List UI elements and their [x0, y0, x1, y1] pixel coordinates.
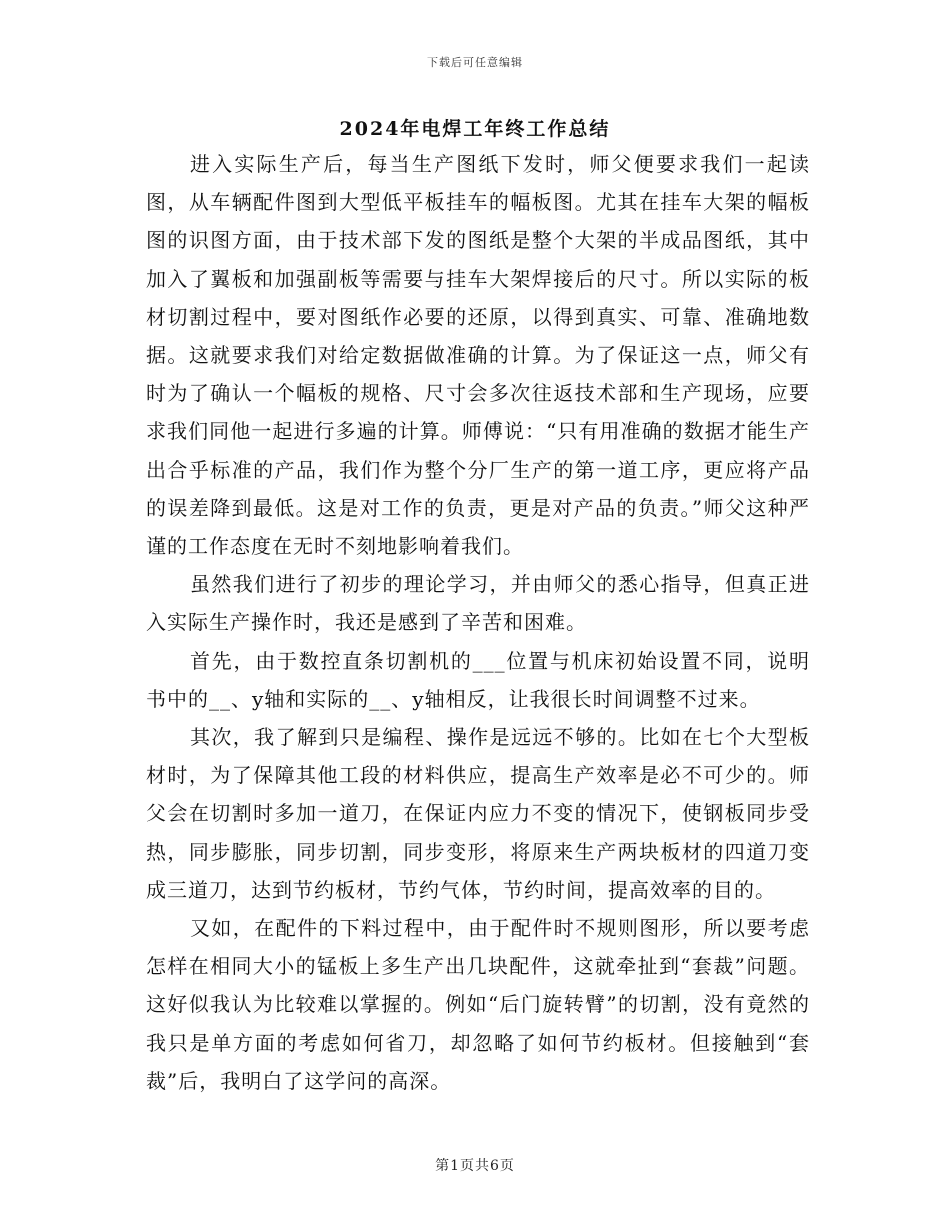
- paragraph: 又如，在配件的下料过程中，由于配件时不规则图形，所以要考虑怎样在相同大小的锰板上多生产出几块配件，这就牵扯到“套裁”问题。这好似我认为比较难以掌握的。例如“后门旋转臂”的切割，没有竟然的我只是单方面的考虑如何省刀，却忽略了如何节约板材。但接触到“套裁”后，我明白了这学问的高深。: [146, 916, 810, 1093]
- header-note: 下载后可任意编辑: [427, 56, 523, 69]
- paragraph: 虽然我们进行了初步的理论学习，并由师父的悉心指导，但真正进入实际生产操作时，我还是感到了辛苦和困难。: [146, 572, 810, 635]
- document-title: 2024年电焊工年终工作总结: [339, 118, 611, 140]
- paragraph: 其次，我了解到只是编程、操作是远远不够的。比如在七个大型板材时，为了保障其他工段的材料供应，提高生产效率是必不可少的。师父会在切割时多加一道刀，在保证内应力不变的情况下，使钢板同步受热，同步膨胀，同步切割，同步变形，将原来生产两块板材的四道刀变成三道刀，达到节约板材，节约气体，节约时间，提高效率的目的。: [146, 725, 810, 902]
- paragraph: 进入实际生产后，每当生产图纸下发时，师父便要求我们一起读图，从车辆配件图到大型低平板挂车的幅板图。尤其在挂车大架的幅板图的识图方面，由于技术部下发的图纸是整个大架的半成品图纸，其中加入了翼板和加强副板等需要与挂车大架焊接后的尺寸。所以实际的板材切割过程中，要对图纸作必要的还原，以得到真实、可靠、准确地数据。这就要求我们对给定数据做准确的计算。为了保证这一点，师父有时为了确认一个幅板的规格、尺寸会多次往返技术部和生产现场，应要求我们同他一起进行多遍的计算。师傅说：“只有用准确的数据才能生产出合乎标准的产品，我们作为整个分厂生产的第一道工序，更应将产品的误差降到最低。这是对工作的负责，更是对产品的负责。”师父这种严谨的工作态度在无时不刻地影响着我们。: [146, 152, 810, 559]
- document-body: [146, 145, 810, 1100]
- paragraph: 首先，由于数控直条切割机的___位置与机床初始设置不同，说明书中的__、y轴和实际的__、y轴相反，让我很长时间调整不过来。: [146, 648, 810, 711]
- page-number: 第1页共6页: [435, 1158, 515, 1174]
